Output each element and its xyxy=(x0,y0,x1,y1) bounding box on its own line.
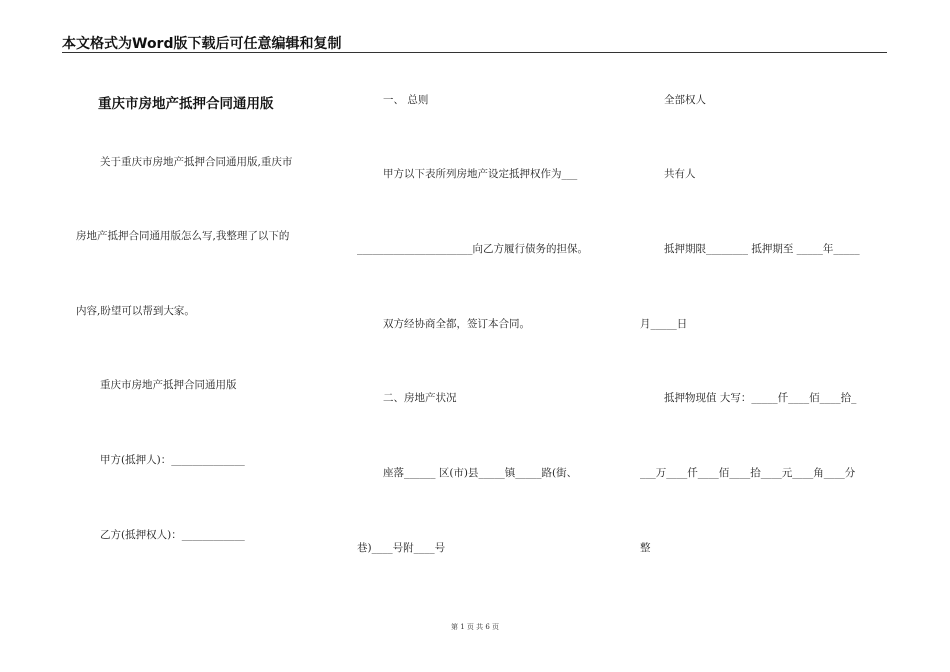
intro-line-1: 关于重庆市房地产抵押合同通用版,重庆市 xyxy=(100,156,293,168)
value-line-3: 整 xyxy=(640,542,651,554)
general-para-line-2: ______________________向乙方履行债务的担保。 xyxy=(357,243,588,255)
party-b-line: 乙方(抵押权人)：____________ xyxy=(100,529,245,541)
header-rule xyxy=(62,52,887,53)
term-line-1: 抵押期限________ 抵押期至 _____年_____ xyxy=(664,243,860,255)
co-owner-label: 共有人 xyxy=(664,168,696,180)
value-line-1: 抵押物现值 大写：_____仟____佰____拾_ xyxy=(664,392,857,404)
intro-line-2: 房地产抵押合同通用版怎么写,我整理了以下的 xyxy=(76,230,290,242)
page-header: 本文格式为Word版下载后可任意编辑和复制 xyxy=(62,36,342,52)
location-line-2: 巷)____号附____号 xyxy=(357,542,446,554)
party-a-line: 甲方(抵押人)：______________ xyxy=(100,454,245,466)
section-general-heading: 一、 总则 xyxy=(383,94,429,106)
owner-full-label: 全部权人 xyxy=(664,94,706,106)
general-para-line-1: 甲方以下表所列房地产设定抵押权作为___ xyxy=(383,168,578,180)
page-footer: 第 1 页 共 6 页 xyxy=(450,623,500,631)
general-para-line-3: 双方经协商全都，签订本合同。 xyxy=(383,318,530,330)
contract-subtitle: 重庆市房地产抵押合同通用版 xyxy=(100,379,237,391)
document-title: 重庆市房地产抵押合同通用版 xyxy=(98,96,274,112)
intro-line-3: 内容,盼望可以帮到大家。 xyxy=(76,305,195,317)
term-line-2: 月_____日 xyxy=(640,318,688,330)
value-line-2: ___万____仟____佰____拾____元____角____分 xyxy=(640,467,856,479)
section-property-heading: 二、房地产状况 xyxy=(383,392,457,404)
location-line-1: 座落______ 区(市)县_____镇_____路(街、 xyxy=(383,467,578,479)
